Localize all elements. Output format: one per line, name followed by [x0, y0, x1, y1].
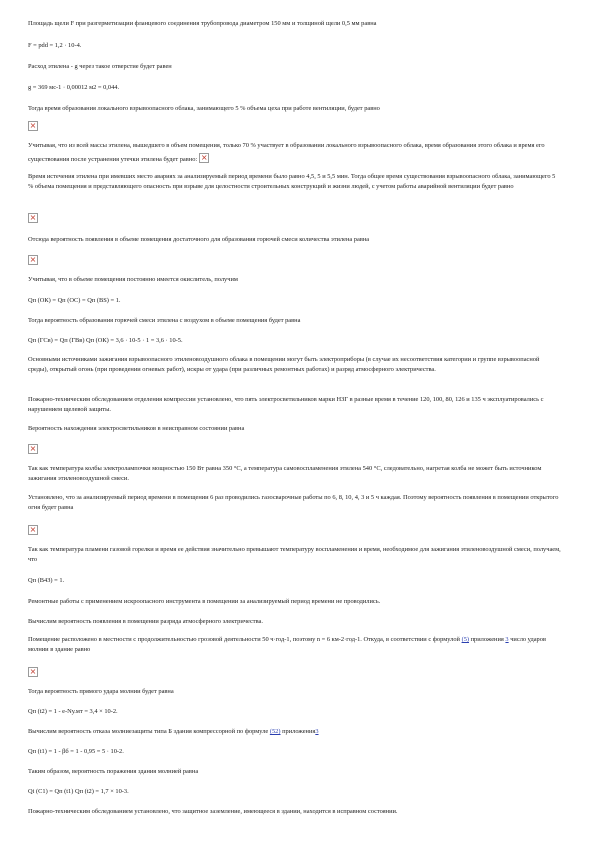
formula-flow-rate: g = 369 мс-1 · 0,00012 м2 = 0,044. — [28, 84, 120, 91]
paragraph-cloud-time: Тогда время образования локального взрывоопасного облака, занимающего 5 % объема цеха при работе вентиляции, будет равно — [28, 105, 380, 112]
broken-image-icon — [28, 255, 38, 265]
formula-link[interactable]: (5) — [461, 636, 470, 643]
broken-image-icon — [28, 213, 38, 223]
formula-link[interactable]: (52) — [269, 728, 281, 735]
paragraph-direct-strike: Тогда вероятность прямого удара молнии будет равна — [28, 688, 174, 695]
paragraph-welding: Установлено, что за анализируемый период времени в помещении 6 раз проводились газосварочные работы по 6, 8, 10, 4, 3 и 5 ч каждая. Поэтому вероятность появления в помещении открытого огня будет равна — [28, 494, 559, 511]
paragraph-strike-probability: Таким образом, вероятность поражения здания молнией равна — [28, 768, 199, 775]
broken-image-icon — [28, 667, 38, 677]
appendix-link[interactable]: 3 — [505, 636, 509, 643]
paragraph-lamp-temperature: Так как температура колбы электролампочки мощностью 150 Вт равна 350 °С, а температура самовоспламенения этилена 540 °С, следовательно, нагретая колба не может быть источником зажигания этиленовоздушной смеси. — [28, 465, 542, 482]
paragraph-cloud-existence: Учитывая, что из всей массы этилена, вышедшего в объем помещения, только 70 % участвует в образовании локального взрывоопасного облака, время образования этого облака и время его существования после устранения утечки этилена будет равно:× — [28, 141, 561, 164]
paragraph-flow-rate: Расход этилена - g через такое отверстие будет равен — [28, 63, 172, 70]
paragraph-grounding: Пожарно-техническим обследованием установлено, что защитное заземление, имеющееся в здании, находится в исправном состоянии. — [28, 808, 398, 815]
paragraph-probability-ethylene: Отсюда вероятность появления в объеме помещения достаточного для образования горючей смеси количества этилена равна — [28, 236, 370, 243]
formula-direct-strike: Qп (t2) = 1 - e-Nу.мт = 3,4 × 10-2. — [28, 708, 118, 715]
formula-leak-area: F = pdd = 1,2 · 10-4. — [28, 42, 82, 49]
formula-flame: Qп (В4З) = 1. — [28, 577, 65, 584]
paragraph-lamp-probability: Вероятность нахождения электросветильников в неисправном состоянии равна — [28, 425, 245, 432]
appendix-link[interactable]: 3 — [315, 728, 319, 735]
broken-image-icon — [28, 525, 38, 535]
broken-image-icon — [28, 121, 38, 131]
broken-image-icon — [199, 153, 209, 163]
paragraph-leak-duration: Время истечения этилена при имевших место авариях за анализируемый период времени было равно 4,5, 5 и 5,5 мин. Тогда общее время существования взрывоопасного облака, занимающего 5 % объема помещения и представляющего опасность при взрыве для целостности строительных конструкций и жизни людей, с учетом работы аварийной вентиляции будет равно — [28, 173, 556, 190]
formula-oxidizer: Qп (ОК) = Qп (ОС) = Qп (ВS) = 1. — [28, 297, 121, 304]
paragraph-mixture: Тогда вероятность образования горючей смеси этилена с воздухом в объеме помещения будет равна — [28, 317, 301, 324]
paragraph-storm: Помещение расположено в местности с продолжительностью грозовой деятельности 50 ч·год-1, поэтому n = 6 км-2·год-1. Откуда, в соответствии с формулой (5) приложения 3 число ударов молнии в здание равно — [28, 636, 546, 653]
paragraph-leak-area: Площадь щели F при разгерметизации фланцевого соединения трубопровода диаметром 150 мм и толщиной щели 0,5 мм равна — [28, 20, 377, 27]
paragraph-oxidizer: Учитывая, что в объеме помещения постоянно имеется окислитель, получим — [28, 276, 238, 283]
paragraph-lightning: Вычислим вероятность появления в помещении разряда атмосферного электричества. — [28, 618, 263, 625]
paragraph-ignition-sources: Основными источниками зажигания взрывоопасного этиленовоздушного облака в помещении могут быть электроприборы (в случае их несоответствия категории и группе взрывоопасной среды), открытый огонь (при проведении огневых работ), искры от удара (при различных ремонтных работах) и разряд атмосферного электричества. — [28, 356, 540, 373]
broken-image-icon — [28, 444, 38, 454]
paragraph-lamps: Пожарно-техническим обследованием отделения компрессии установлено, что пять электросветильников марки НЗГ в разные время в течение 120, 100, 80, 126 и 135 ч эксплуатировались с нарушением щелевой защиты. — [28, 396, 544, 413]
formula-protection-failure: Qп (t1) = 1 - βб = 1 - 0,95 = 5 · 10-2. — [28, 748, 124, 755]
formula-strike-probability: Qi (С1) = Qп (t1) Qп (t2) = 1,7 × 10-3. — [28, 788, 129, 795]
paragraph-repair: Ремонтные работы с применением искроопасного инструмента в помещении за анализируемый период времени не проводились. — [28, 598, 381, 605]
formula-mixture: Qп (ГСв) = Qп (ГВв) Qп (ОК) = 3,6 · 10-5 · 1 = 3,6 · 10-5. — [28, 337, 183, 344]
paragraph-lightning-protection: Вычислим вероятность отказа молниезащиты типа Б здания компрессорной по формуле (52) приложения3 — [28, 728, 319, 735]
paragraph-flame: Так как температура пламени газовой горелки и время ее действия значительно превышают температуру воспламенения и время, необходимое для зажигания этиленовоздушной смеси, получаем, что — [28, 546, 561, 563]
